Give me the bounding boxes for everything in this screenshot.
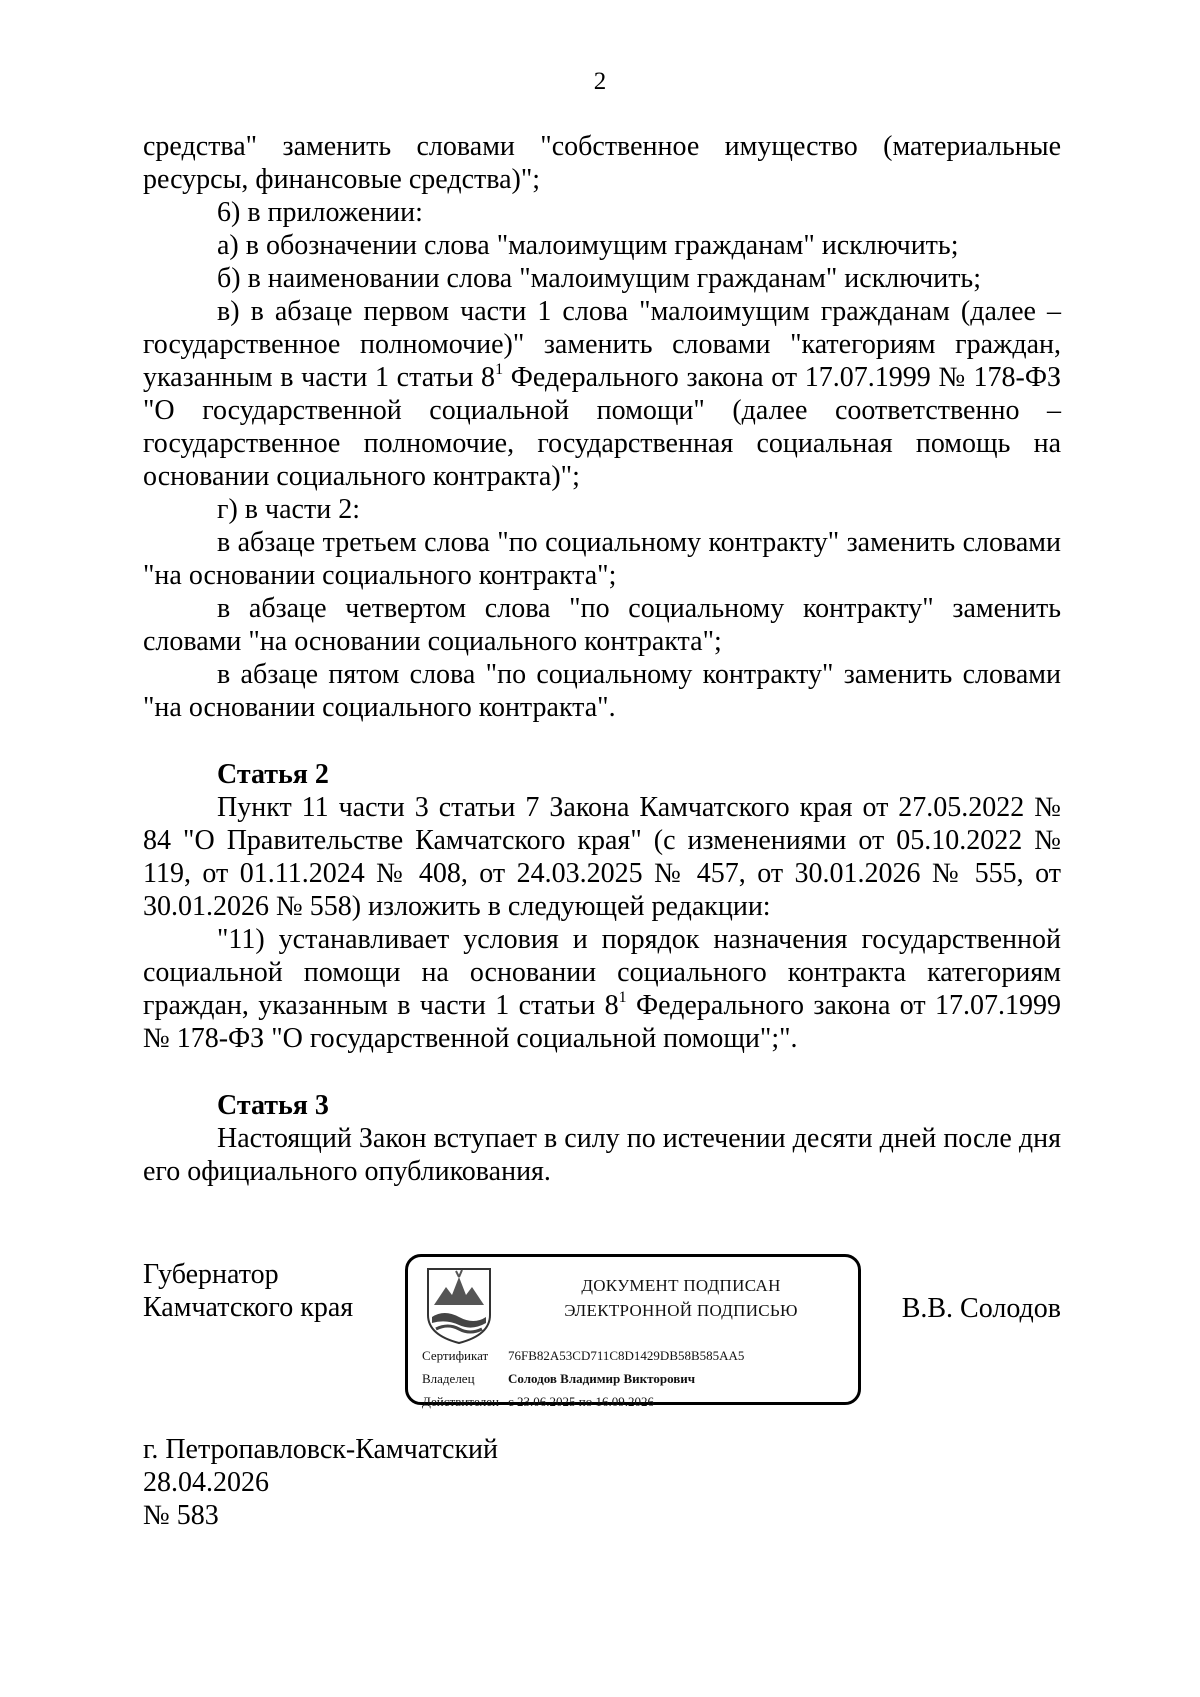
- stamp-header-line: ЭЛЕКТРОННОЙ ПОДПИСЬЮ: [564, 1301, 798, 1320]
- signatory-name: В.В. Солодов: [901, 1293, 1061, 1324]
- city: г. Петропавловск-Камчатский: [143, 1434, 499, 1465]
- position-line: Губернатор: [143, 1259, 279, 1290]
- certificate-value: 76FB82A53CD711C8D1429DB58B585AA5: [508, 1348, 745, 1363]
- paragraph: г) в части 2:: [217, 494, 360, 525]
- validity-row: [422, 1394, 654, 1410]
- owner-value: Солодов Владимир Викторович: [508, 1371, 696, 1386]
- paragraph: 6) в приложении:: [217, 197, 423, 228]
- paragraph: в абзаце пятом слова "по социальному контракту" заменить словами "на основании социального контракта".: [143, 659, 1061, 723]
- signatory-position: [143, 1258, 353, 1324]
- paragraph: в абзаце третьем слова "по социальному контракту" заменить словами "на основании социального контракта";: [143, 527, 1061, 591]
- coat-of-arms-icon: [424, 1265, 494, 1345]
- paragraph: средства" заменить словами "собственное имущество (материальные ресурсы, финансовые средства)";: [143, 131, 1061, 195]
- paragraph: б) в наименовании слова "малоимущим гражданам" исключить;: [217, 263, 981, 294]
- stamp-header: [516, 1273, 846, 1323]
- paragraph: Пункт 11 части 3 статьи 7 Закона Камчатского края от 27.05.2022 № 84 "О Правительстве Камчатского края" (с изменениями от 05.10.2022 № 119, от 01.11.2024 № 408, от 24.03.2025 № 457, от 30.01.2026 № 555, от 30.01.2026 № 558) изложить в следующей редакции:: [143, 792, 1061, 922]
- paragraph: в абзаце четвертом слова "по социальному контракту" заменить словами "на основании социального контракта";: [143, 593, 1061, 657]
- stamp-header-line: ДОКУМЕНТ ПОДПИСАН: [581, 1276, 781, 1295]
- article-title: Статья 2: [217, 759, 329, 790]
- paragraph: [143, 923, 1061, 1055]
- text-run: Федерального закона от 17.07.1999 № 178-ФЗ "О государственной социальной помощи" (далее соответственно – государственное полномочие, государственная социальная помощь на основании социального контракта)";: [143, 362, 1061, 492]
- superscript: 1: [618, 989, 627, 1006]
- validity-label: Действителен: [422, 1394, 499, 1409]
- document-footer: [143, 1433, 498, 1532]
- date: 28.04.2026: [143, 1467, 269, 1498]
- owner-label: Владелец: [422, 1371, 475, 1386]
- paragraph: [143, 295, 1061, 493]
- validity-value: с 23.06.2025 по 16.09.2026: [508, 1394, 654, 1409]
- certificate-label: Сертификат: [422, 1348, 489, 1363]
- page-number: 2: [593, 68, 607, 95]
- article-title: Статья 3: [217, 1090, 329, 1121]
- document-body: [143, 130, 1061, 1188]
- document-number: № 583: [143, 1500, 219, 1531]
- superscript: 1: [495, 361, 504, 378]
- text-run: Федерального закона от 17.07.1999 № 178-ФЗ "О государственной социальной помощи";".: [143, 990, 1061, 1054]
- certificate-row: [422, 1348, 744, 1364]
- text-run: в) в абзаце первом части 1 слова "малоимущим гражданам (далее – государственное полномочие)" заменить словами "категориям граждан, указанным в части 1 статьи 8: [143, 296, 1061, 393]
- paragraph: а) в обозначении слова "малоимущим гражданам" исключить;: [217, 230, 959, 261]
- text-run: "11) устанавливает условия и порядок назначения государственной социальной помощи на основании социального контракта категориям граждан, указанным в части 1 статьи 8: [143, 924, 1061, 1021]
- owner-row: [422, 1371, 695, 1387]
- e-signature-stamp: [405, 1254, 861, 1409]
- position-line: Камчатского края: [143, 1292, 354, 1323]
- paragraph: Настоящий Закон вступает в силу по истечении десяти дней после дня его официального опубликования.: [143, 1123, 1061, 1187]
